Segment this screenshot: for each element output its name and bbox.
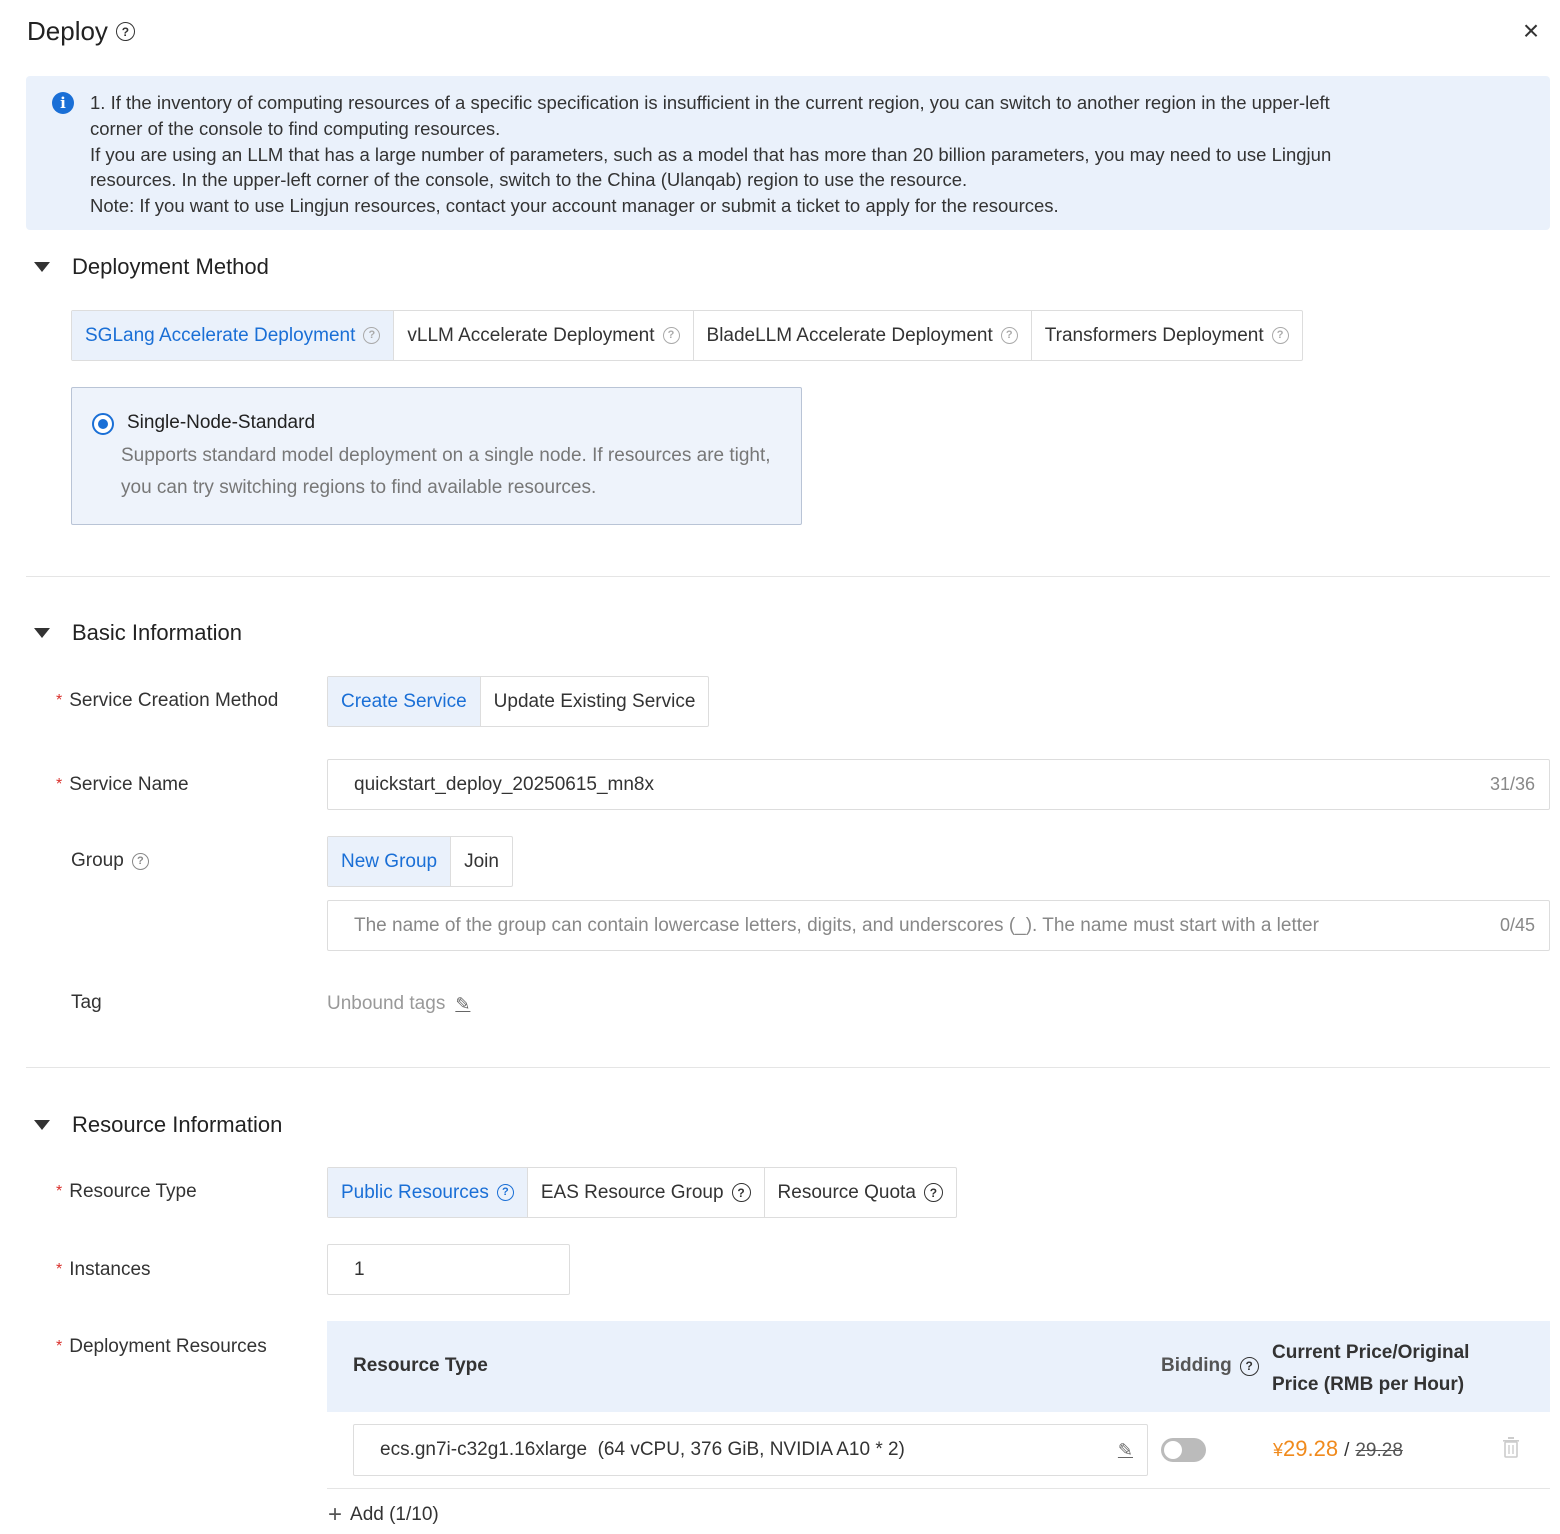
instances-input[interactable] — [327, 1244, 570, 1295]
divider — [26, 576, 1550, 577]
help-icon[interactable]: ? — [1240, 1357, 1259, 1376]
label-text: Resource Type — [69, 1181, 197, 1202]
table-row — [327, 1412, 1550, 1489]
help-icon[interactable]: ? — [663, 327, 680, 344]
tab-label: Join — [464, 850, 499, 872]
column-label: Current Price/Original — [1272, 1342, 1470, 1363]
bidding-toggle[interactable] — [1161, 1438, 1206, 1462]
tab-vllm[interactable] — [394, 311, 693, 360]
dialog-title-text: Deploy — [27, 16, 108, 46]
deployment-method-tabs — [71, 310, 1303, 361]
tab-join[interactable] — [451, 837, 512, 886]
tab-label: New Group — [341, 850, 438, 872]
option-title: Single-Node-Standard — [127, 412, 316, 433]
radio-selected[interactable] — [92, 413, 114, 435]
char-count: 31/36 — [1489, 774, 1535, 794]
tab-label: EAS Resource Group — [540, 1181, 724, 1203]
column-label: Price (RMB per Hour) — [1272, 1374, 1465, 1395]
tab-label: Public Resources — [341, 1181, 489, 1203]
section-deployment-method[interactable] — [34, 254, 269, 280]
deployment-resources-label — [56, 1336, 267, 1358]
service-name-input[interactable] — [327, 759, 1550, 810]
required-mark: * — [56, 1261, 63, 1278]
tab-label: Update Existing Service — [493, 690, 696, 712]
help-icon[interactable]: ? — [497, 1184, 514, 1201]
original-price: 29.28 — [1355, 1440, 1403, 1461]
resource-type-tabs — [327, 1167, 957, 1218]
help-icon[interactable]: ? — [1001, 327, 1018, 344]
tab-sglang[interactable] — [72, 311, 394, 360]
label-text: Service Creation Method — [69, 690, 279, 711]
required-mark: * — [56, 1183, 63, 1200]
option-description: Supports standard model deployment on a single node. If resources are tight, you can try switching regions to find available resources. — [121, 445, 771, 498]
notice-line: Note: If you want to use Lingjun resources, contact your account manager or submit a ticket to apply for the resources. — [90, 195, 1059, 217]
tab-public-resources[interactable] — [328, 1168, 528, 1217]
help-icon[interactable]: ? — [132, 853, 149, 870]
section-resource-information[interactable] — [34, 1112, 282, 1138]
input-value: 1 — [354, 1258, 365, 1280]
help-icon[interactable]: ? — [1272, 327, 1289, 344]
deployment-option-card[interactable] — [71, 387, 802, 525]
resource-type-label — [56, 1181, 197, 1203]
tab-label: Transformers Deployment — [1044, 324, 1264, 346]
service-creation-method-tabs — [327, 676, 709, 727]
section-title: Deployment Method — [72, 254, 269, 279]
column-bidding — [1161, 1355, 1259, 1377]
char-count: 0/45 — [1499, 915, 1535, 935]
caret-down-icon[interactable] — [34, 628, 50, 638]
group-tabs — [327, 836, 513, 887]
divider — [26, 1067, 1550, 1068]
close-icon[interactable]: × — [1522, 15, 1540, 46]
tab-label: BladeLLM Accelerate Deployment — [706, 324, 993, 346]
tab-label: vLLM Accelerate Deployment — [407, 324, 655, 346]
help-icon[interactable]: ? — [924, 1183, 943, 1202]
tab-update-existing-service[interactable] — [481, 677, 709, 726]
tag-label — [71, 992, 102, 1014]
edit-icon[interactable]: ✎ — [455, 993, 471, 1014]
info-icon: i — [52, 92, 74, 114]
input-value: quickstart_deploy_20250615_mn8x — [354, 773, 654, 795]
price-display — [1273, 1436, 1403, 1462]
help-icon[interactable]: ? — [732, 1183, 751, 1202]
trash-icon[interactable] — [1502, 1436, 1520, 1458]
label-text: Group — [71, 850, 124, 871]
help-icon[interactable]: ? — [116, 22, 135, 41]
resource-spec-input[interactable] — [353, 1424, 1148, 1476]
add-label: Add (1/10) — [350, 1504, 439, 1525]
tag-editor[interactable] — [327, 993, 470, 1015]
label-text: Instances — [69, 1259, 151, 1280]
column-resource-type: Resource Type — [353, 1355, 488, 1376]
label-text: Service Name — [69, 774, 189, 795]
tab-create-service[interactable] — [328, 677, 481, 726]
input-placeholder: The name of the group can contain lowercase letters, digits, and underscores (_). The name must start with a letter — [354, 914, 1319, 936]
group-label — [71, 850, 149, 872]
tab-transformers[interactable] — [1032, 311, 1302, 360]
tab-label: Create Service — [341, 690, 467, 712]
tab-resource-quota[interactable] — [765, 1168, 956, 1217]
label-text: Deployment Resources — [69, 1336, 267, 1357]
notice-line: corner of the console to find computing resources. — [90, 117, 501, 139]
info-notice — [26, 76, 1550, 230]
section-title: Basic Information — [72, 620, 242, 645]
required-mark: * — [56, 776, 63, 793]
tab-eas-resource-group[interactable] — [528, 1168, 765, 1217]
edit-icon[interactable]: ✎ — [1117, 1439, 1133, 1460]
caret-down-icon[interactable] — [34, 1120, 50, 1130]
label-text: Tag — [71, 992, 102, 1013]
required-mark: * — [56, 692, 63, 709]
price-separator: / — [1344, 1440, 1350, 1461]
current-price-value: 29.28 — [1283, 1436, 1339, 1461]
tag-value: Unbound tags — [327, 993, 446, 1014]
help-icon[interactable]: ? — [363, 327, 380, 344]
resource-spec-value: ecs.gn7i-c32g1.16xlarge (64 vCPU, 376 GiB, NVIDIA A10 * 2) — [380, 1439, 905, 1460]
dialog-title — [27, 16, 135, 47]
tab-label: Resource Quota — [777, 1181, 916, 1203]
section-title: Resource Information — [72, 1112, 283, 1137]
currency-symbol: ¥ — [1273, 1440, 1284, 1460]
caret-down-icon[interactable] — [34, 262, 50, 272]
tab-bladellm[interactable] — [694, 311, 1032, 360]
required-mark: * — [56, 1338, 63, 1355]
column-price — [1272, 1337, 1469, 1401]
notice-line: If you are using an LLM that has a large number of parameters, such as a model that has more than 20 billion parameters, you may need to use Lingjun — [90, 143, 1332, 165]
tab-label: SGLang Accelerate Deployment — [85, 324, 356, 346]
tab-new-group[interactable] — [328, 837, 451, 886]
plus-icon: + — [328, 1501, 343, 1528]
instances-label — [56, 1259, 151, 1281]
current-price — [1273, 1436, 1338, 1462]
service-creation-method-label — [56, 690, 278, 712]
notice-line: 1. If the inventory of computing resources of a specific specification is insufficient in the current region, you can switch to another region in the upper-left — [90, 92, 1330, 113]
resources-table-header — [327, 1321, 1550, 1412]
section-basic-information[interactable] — [34, 620, 242, 646]
notice-line: resources. In the upper-left corner of the console, switch to the China (Ulanqab) region to use the resource. — [90, 169, 968, 191]
service-name-label — [56, 774, 189, 796]
add-resource-button[interactable] — [328, 1503, 439, 1527]
column-label: Bidding — [1161, 1355, 1232, 1376]
group-name-input[interactable] — [327, 900, 1550, 951]
